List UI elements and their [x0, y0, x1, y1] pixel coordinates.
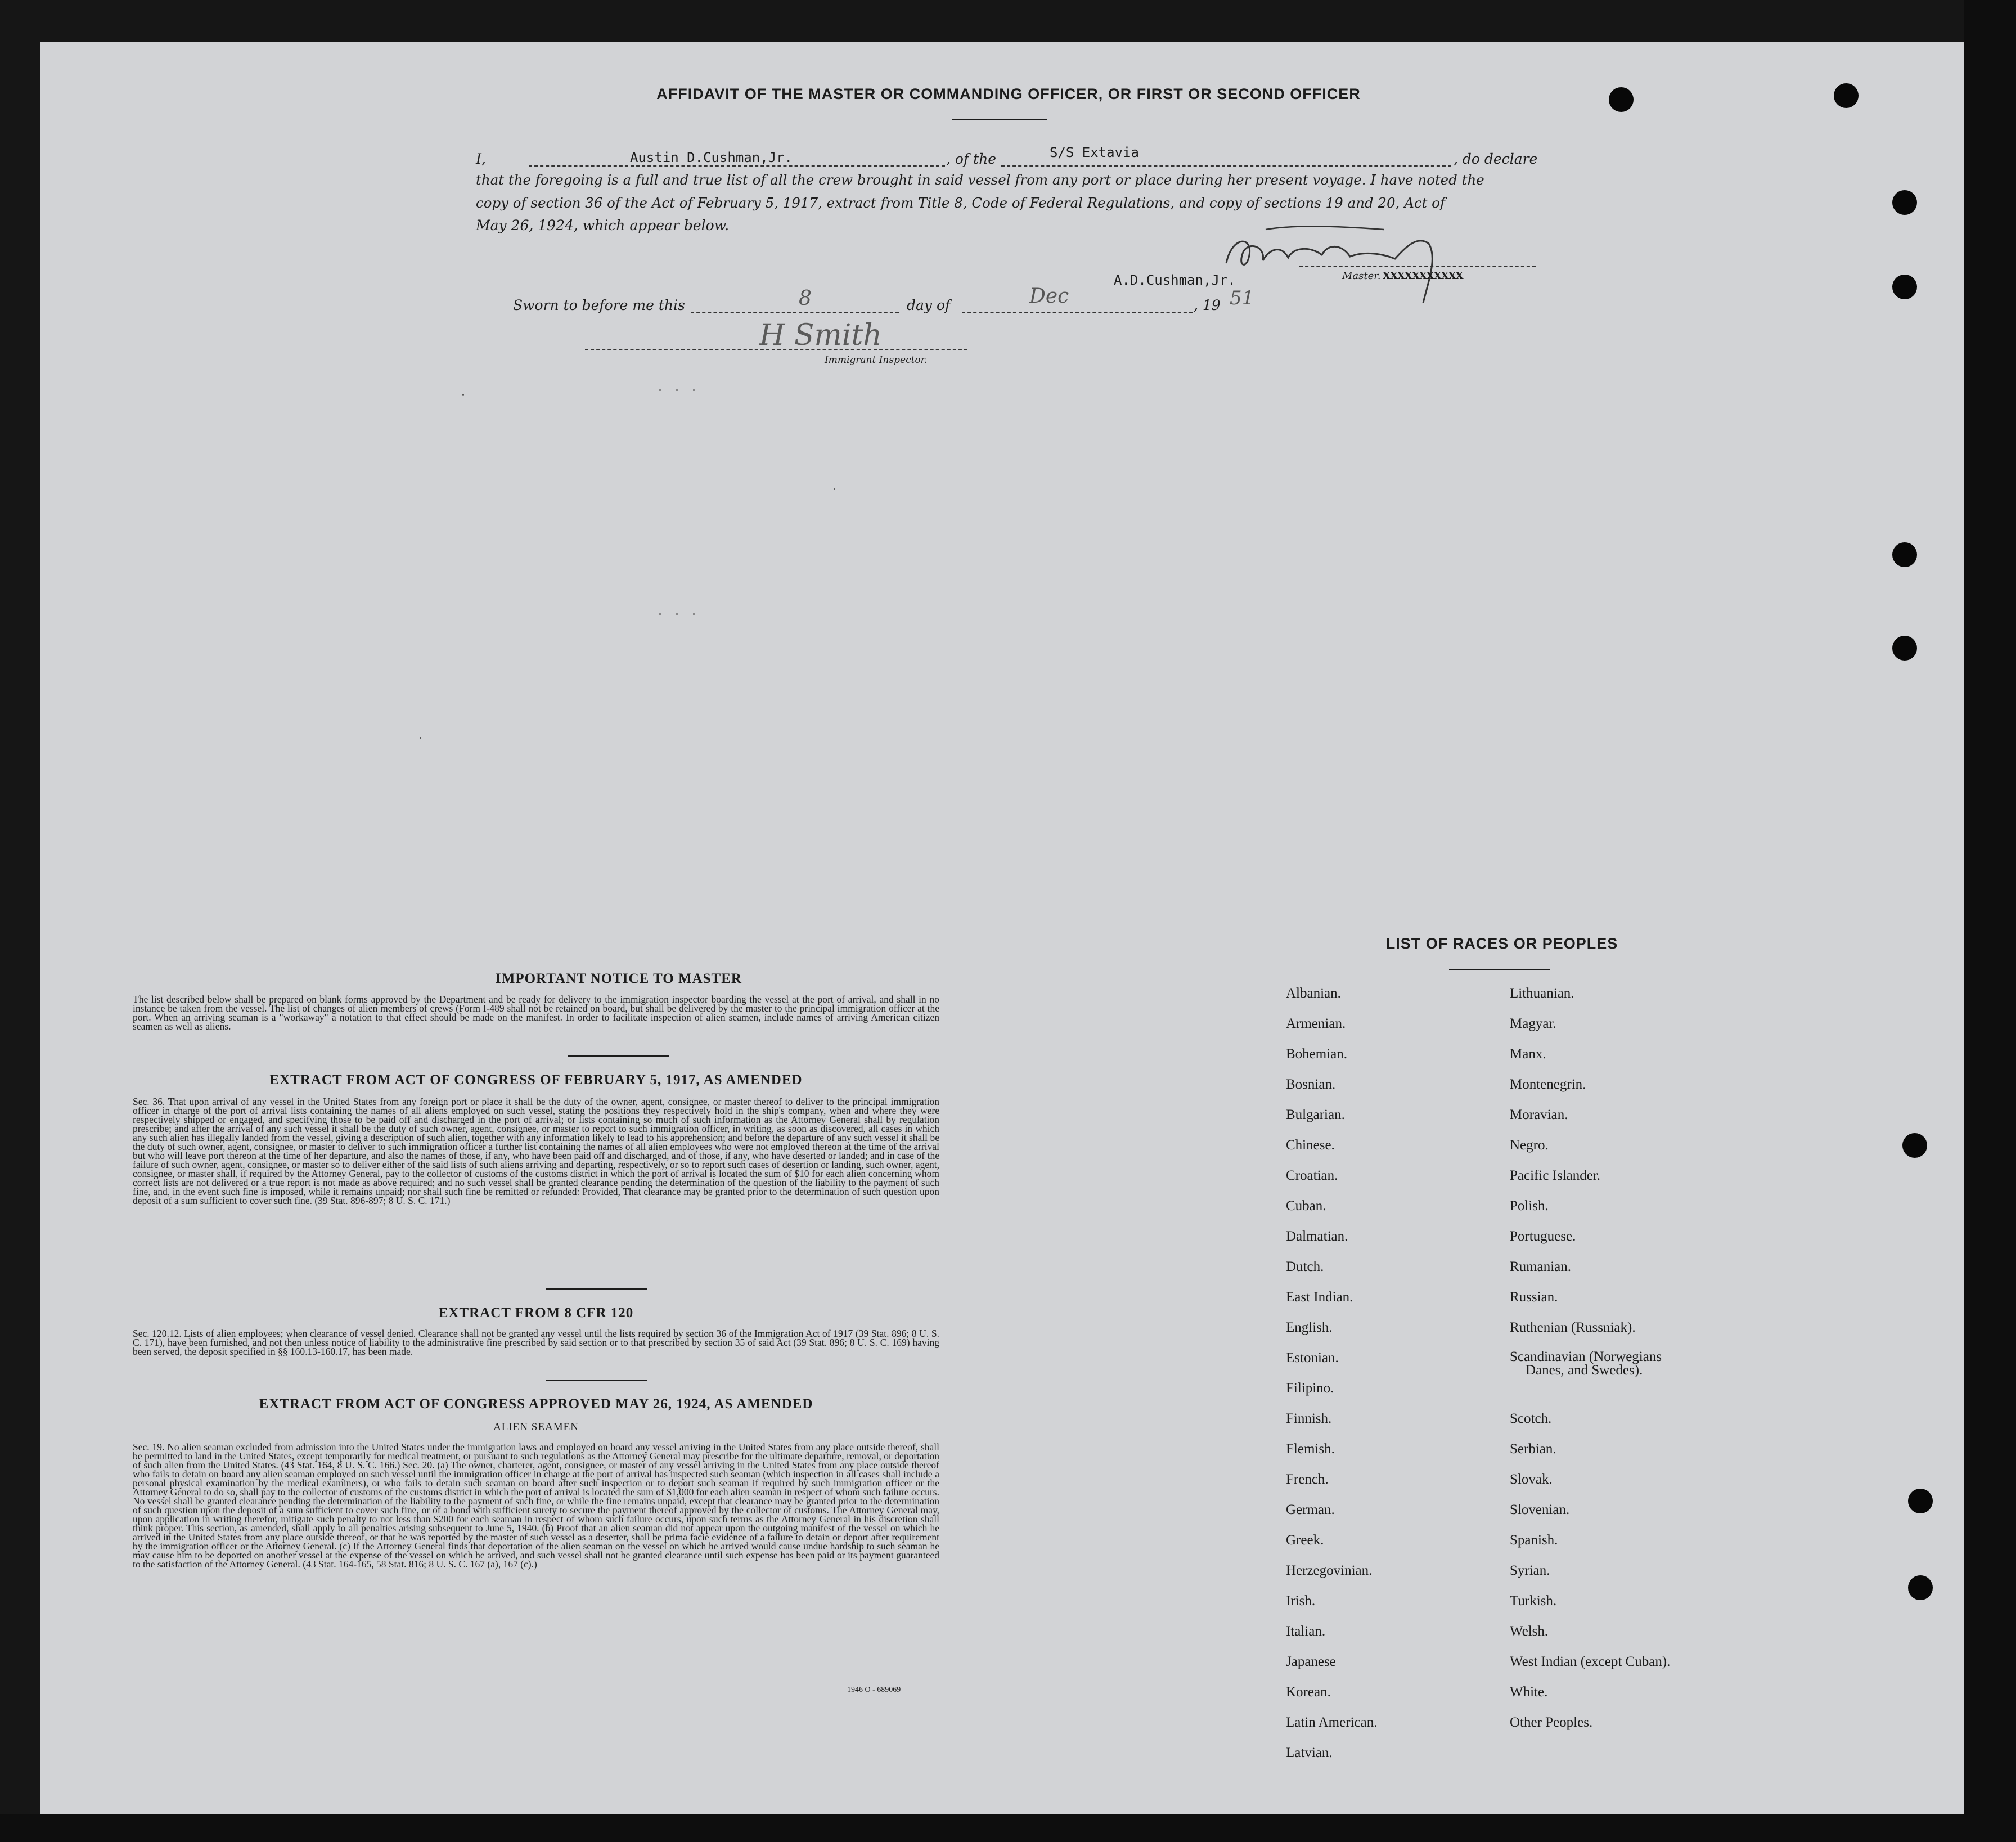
month-value: Dec — [1029, 285, 1069, 308]
divider — [546, 1380, 647, 1381]
race-item: Scotch. — [1510, 1411, 1552, 1426]
extract-1924-body: Sec. 19. No alien seaman excluded from admission into the United States under the immigration laws and employed on board any vessel arriving in the United States from any place outside thereof, shall be permitted to land in the United States, except temporarily for medical treatment, or pursuant to such regulations as the Attorney General may prescribe for the ultimate departure, removal, or deportation of such alien from the United States. (43 Stat. 164, 8 U. S. C. 166.) Sec. 20. (a) The owner, charterer, agent, consignee, or master of any vessel arriving in the United States from any place outside thereof who fails to detain on board any alien seaman employed on such vessel until the immigration officer in charge at the port of arrival has inspected such seaman (which inspection in all cases shall include a personal physical examination by the medical examiners), or who fails to detain such seaman on board after such inspection or to deport such seaman if required by such immigration officer or the Attorney General to do so, shall pay to the collector of customs of the customs district in which the port of arrival is located the sum of $1,000 for each alien seaman in respect of whom such failure occurs. No vessel shall be granted clearance pending the determination of the liability to the payment of such fine, or while the fine remains unpaid, except that clearance may be granted prior to the determination of such question upon the deposit of a sum sufficient to cover such fine, or of a bond with sufficient surety to secure the payment thereof approved by the collector of customs. The Attorney General may, upon application in writing therefor, mitigate such penalty to not less than $200 for each seaman in respect of whom such failure occurs, upon such terms as the Attorney General in his discretion shall think proper. This section, as amended, shall apply to all penalties arising subsequent to June 5, 1940. (b) Proof that an alien seaman did not appear upon the outgoing manifest of the vessel on which he arrived in the United States from any place outside thereof, or that he was reported by the master of such vessel as a deserter, shall be prima facie evidence of a failure to detain or deport after requirement by the immigration officer or the Attorney General. (c) If the Attorney General finds that deportation of the alien seaman on the vessel on which he arrived would cause undue hardship to such seaman he may cause him to be deported on another vessel at the expense of the vessel on which he arrived, and such vessel shall not be granted clearance until such expense has been paid or its payment guaranteed to the satisfaction of the Attorney General. (43 Stat. 164-165, 58 Stat. 816; 8 U. S. C. 167 (a), 167 (c).) — [133, 1441, 939, 1570]
binder-hole — [1908, 1575, 1933, 1600]
race-item: Irish. — [1286, 1593, 1316, 1609]
fill-line — [691, 312, 899, 313]
signature-line — [1299, 266, 1536, 267]
i-label: I, — [476, 151, 486, 167]
race-item: Estonian. — [1286, 1350, 1339, 1365]
race-item: Bosnian. — [1286, 1077, 1336, 1092]
race-item: French. — [1286, 1472, 1329, 1487]
print-code: 1946 O - 689069 — [847, 1686, 901, 1694]
binder-hole — [1892, 636, 1917, 661]
do-declare: , do declare — [1454, 151, 1538, 167]
speck — [693, 389, 695, 391]
race-item: Ruthenian (Russniak). — [1510, 1320, 1636, 1335]
notice-body: The list described below shall be prepared on blank forms approved by the Department and be ready for delivery to the immigration inspector boarding the vessel at the port of arrival, and shall in no instance be taken from the vessel. The list of changes of alien members of crews (Form I-489 shall not be retained on board, but shall be delivered by the master to the principal immigration officer at the port. When an arriving seaman is a "workaway" a notation to that effect should be made on the manifest. In order to facilitate inspection of alien seamen, include names of arriving American citizen seamen as well as aliens. — [133, 994, 939, 1032]
affidavit-line-2: that the foregoing is a full and true list of all the crew brought in said vessel from any port or place during her present voyage. I have noted the — [476, 172, 1484, 188]
race-item: English. — [1286, 1320, 1333, 1335]
race-item: Spanish. — [1510, 1533, 1558, 1548]
race-item: Montenegrin. — [1510, 1077, 1586, 1092]
binder-hole — [1892, 542, 1917, 567]
race-item: Herzegovinian. — [1286, 1563, 1372, 1578]
divider — [546, 1288, 647, 1290]
race-item: Latin American. — [1286, 1715, 1378, 1730]
speck — [676, 389, 678, 391]
master-label: Master. — [1342, 270, 1381, 282]
race-item: Croatian. — [1286, 1168, 1338, 1183]
race-item: Chinese. — [1286, 1138, 1335, 1153]
race-item: Dutch. — [1286, 1259, 1324, 1274]
binder-hole — [1892, 275, 1917, 299]
master-signature — [1215, 213, 1530, 308]
speck — [659, 389, 661, 391]
scan-edge — [1964, 0, 2016, 1842]
race-item: Bulgarian. — [1286, 1107, 1345, 1122]
race-item: Scandinavian (Norwegians — [1510, 1349, 1662, 1364]
race-item: Slovak. — [1510, 1472, 1552, 1487]
year-prefix: , 19 — [1194, 297, 1221, 313]
affidavit-title: AFFIDAVIT OF THE MASTER OR COMMANDING OFFICER, OR FIRST OR SECOND OFFICER — [656, 86, 1361, 102]
fill-line — [529, 165, 945, 167]
race-item: Albanian. — [1286, 986, 1341, 1001]
sworn-label: Sworn to before me this — [513, 297, 685, 313]
affidavit-line-4: May 26, 1924, which appear below. — [476, 217, 730, 233]
race-item: Bohemian. — [1286, 1046, 1348, 1062]
race-item: Filipino. — [1286, 1381, 1334, 1396]
race-item: Danes, and Swedes). — [1526, 1363, 1643, 1378]
race-item: Syrian. — [1510, 1563, 1550, 1578]
divider — [952, 119, 1047, 120]
race-item: Portuguese. — [1510, 1229, 1576, 1244]
binder-hole — [1834, 83, 1858, 108]
speck — [693, 613, 695, 615]
speck — [659, 613, 661, 615]
race-item: Greek. — [1286, 1533, 1324, 1548]
divider — [1449, 969, 1550, 970]
binder-hole — [1908, 1489, 1933, 1513]
race-item: Pacific Islander. — [1510, 1168, 1601, 1183]
race-item: Moravian. — [1510, 1107, 1568, 1122]
day-of-label: day of — [907, 297, 951, 313]
inspector-label: Immigrant Inspector. — [825, 354, 928, 366]
race-item: East Indian. — [1286, 1290, 1353, 1305]
signer-typed-name: A.D.Cushman,Jr. — [1114, 272, 1236, 288]
inspector-signature: H Smith — [759, 318, 882, 352]
binder-hole — [1609, 87, 1634, 112]
race-item: Slovenian. — [1510, 1502, 1570, 1517]
master-label-struck: XXXXXXXXXXX — [1383, 270, 1463, 282]
race-item: Cuban. — [1286, 1198, 1326, 1214]
speck — [420, 737, 421, 739]
race-item: White. — [1510, 1684, 1548, 1700]
race-item: Dalmatian. — [1286, 1229, 1348, 1244]
scan-edge-bottom — [0, 1814, 2016, 1842]
of-the-label: , of the — [946, 151, 997, 167]
race-item: Other Peoples. — [1510, 1715, 1593, 1730]
race-item: Turkish. — [1510, 1593, 1557, 1609]
cfr-title: EXTRACT FROM 8 CFR 120 — [438, 1305, 634, 1320]
race-item: Armenian. — [1286, 1016, 1346, 1031]
races-title: LIST OF RACES OR PEOPLES — [1385, 935, 1618, 952]
alien-seamen-subtitle: ALIEN SEAMEN — [493, 1421, 579, 1433]
race-item: Italian. — [1286, 1624, 1326, 1639]
notice-title: IMPORTANT NOTICE TO MASTER — [496, 971, 742, 986]
extract-1917-body: Sec. 36. That upon arrival of any vessel in the United States from any foreign port or place it shall be the duty of the owner, agent, consignee, or master thereof to deliver to the principal immigration officer in charge of the port of arrival lists containing the names of all aliens employed on such vessel, stating the positions they respectively hold in the ship's company, when and where they were respectively shipped or engaged, and specifying those to be paid off and discharged in the port of arrival; or lists containing so much of such information as the Attorney General shall by regulation prescribe; and after the arrival of any such vessel it shall be the duty of such owner, agent, consignee, or master to report to such immigration officer, in writing, as soon as discovered, all cases in which any such alien has illegally landed from the vessel, giving a description of such alien, together with any information likely to lead to his apprehension; and before the departure of any such vessel it shall be the duty of such owner, agent, consignee, or master to deliver to such immigration officer a further list containing the names of all alien employees who were not employed thereon at the time of the arrival but who will leave port thereon at the time of her departure, and also the names of those, if any, who have been paid off and discharged, and of those, if any, who have deserted or landed; and in case of the failure of such owner, agent, consignee, or master so to deliver either of the said lists of such aliens arriving and departing, respectively, or so to report such cases of desertion or landing, such owner, agent, consignee, or master shall, if required by the Attorney General, pay to the collector of customs of the customs district in which the port of arrival is located the sum of $10 for each alien concerning whom correct lists are not delivered or a true report is not made as above required; and no such vessel shall be granted clearance pending the determination of the question of the liability to the payment of such fine, and, in the event such fine is imposed, while it remains unpaid; nor shall such fine be remitted or refunded: Provided, That clearance may be granted prior to the determination of such question upon deposit of a sum sufficient to cover such fine. (39 Stat. 896-897; 8 U. S. C. 171.) — [133, 1096, 939, 1206]
affidavit-line-3: copy of section 36 of the Act of February 5, 1917, extract from Title 8, Code of Federal Regulations, and copy of sections 19 and 20, Act of — [476, 195, 1445, 211]
day-value: 8 — [799, 287, 812, 310]
race-item: Magyar. — [1510, 1016, 1556, 1031]
race-item: Finnish. — [1286, 1411, 1332, 1426]
divider — [568, 1055, 669, 1057]
race-item: Russian. — [1510, 1290, 1558, 1305]
race-item: German. — [1286, 1502, 1335, 1517]
race-item: Negro. — [1510, 1138, 1549, 1153]
race-item: Japanese — [1286, 1654, 1336, 1669]
race-item: Latvian. — [1286, 1745, 1333, 1760]
binder-hole — [1892, 190, 1917, 215]
extract-1924-title: EXTRACT FROM ACT OF CONGRESS APPROVED MAY 26, 1924, AS AMENDED — [259, 1396, 813, 1412]
cfr-body: Sec. 120.12. Lists of alien employees; when clearance of vessel denied. Clearance shall not be granted any vessel until the lists required by section 36 of the Immigration Act of 1917 (39 Stat. 896; 8 U. S. C. 171), have been furnished, and not then unless notice of liability to the administrative fine prescribed by said section or to that prescribed by section 35 of said Act (39 Stat. 896; 8 U. S. C. 169) having been served, the deposit specified in §§ 160.13-160.17, has been made. — [133, 1328, 939, 1357]
race-item: Korean. — [1286, 1684, 1331, 1700]
race-item: Welsh. — [1510, 1624, 1549, 1639]
race-item: Lithuanian. — [1510, 986, 1574, 1001]
race-item: Manx. — [1510, 1046, 1546, 1062]
race-item: Flemish. — [1286, 1441, 1335, 1457]
speck — [834, 488, 835, 490]
extract-1917-title: EXTRACT FROM ACT OF CONGRESS OF FEBRUARY 5, 1917, AS AMENDED — [269, 1072, 803, 1088]
master-name: Austin D.Cushman,Jr. — [630, 150, 793, 165]
binder-hole — [1902, 1133, 1927, 1158]
vessel-name: S/S Extavia — [1050, 145, 1139, 160]
year-value: 51 — [1230, 287, 1254, 309]
race-item: West Indian (except Cuban). — [1510, 1654, 1671, 1669]
speck — [462, 394, 464, 396]
race-item: Rumanian. — [1510, 1259, 1572, 1274]
race-item: Polish. — [1510, 1198, 1549, 1214]
race-item: Serbian. — [1510, 1441, 1556, 1457]
fill-line — [962, 312, 1192, 313]
speck — [676, 613, 678, 615]
fill-line — [1001, 165, 1451, 167]
